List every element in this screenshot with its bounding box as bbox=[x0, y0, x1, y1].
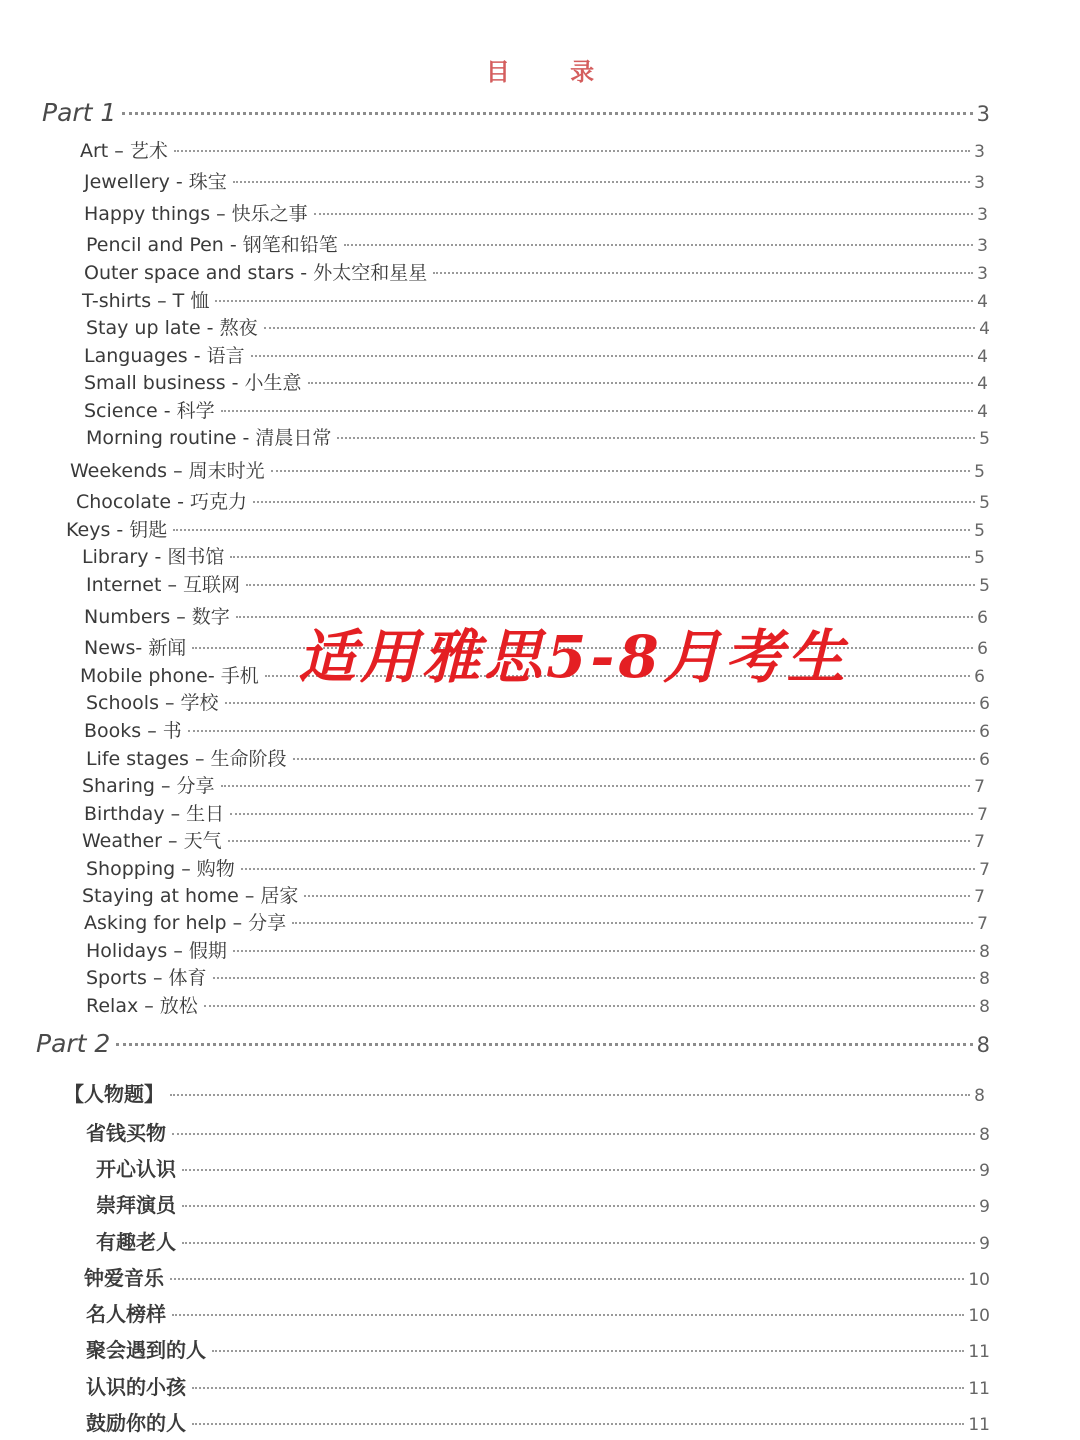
toc-entry-label: Staying at home – 居家 bbox=[82, 885, 299, 907]
toc-entry bbox=[82, 826, 985, 853]
toc-entry-label: Weekends – 周末时光 bbox=[70, 460, 265, 482]
toc-entry bbox=[84, 908, 988, 935]
dot-leader bbox=[192, 1423, 964, 1425]
dot-leader bbox=[122, 112, 972, 115]
toc-entry-page-number: 6 bbox=[979, 750, 990, 770]
toc-entry-label: Part 1 bbox=[42, 98, 117, 127]
toc-entry bbox=[76, 487, 990, 514]
toc-entry-page-number: 3 bbox=[974, 142, 985, 162]
toc-entry-page-number: 7 bbox=[974, 832, 985, 852]
toc-entry-label: Languages - 语言 bbox=[84, 345, 245, 367]
toc-entry-page-number: 3 bbox=[976, 102, 990, 126]
toc-entry bbox=[86, 1334, 990, 1363]
toc-entry bbox=[66, 515, 985, 542]
toc-entry-page-number: 6 bbox=[974, 667, 985, 687]
toc-entry-page-number: 7 bbox=[977, 805, 988, 825]
toc-entry-label: 聚会遇到的人 bbox=[86, 1338, 206, 1362]
toc-entry-label: Jewellery - 珠宝 bbox=[84, 171, 227, 193]
dot-leader bbox=[230, 813, 973, 815]
toc-entry bbox=[64, 1078, 985, 1107]
dot-leader bbox=[233, 950, 975, 952]
toc-entry-label: 省钱买物 bbox=[86, 1121, 166, 1145]
toc-entry-label: Art – 艺术 bbox=[80, 140, 168, 162]
toc-entry-page-number: 6 bbox=[979, 694, 990, 714]
toc-entry bbox=[86, 1117, 990, 1146]
toc-entry-page-number: 7 bbox=[974, 777, 985, 797]
dot-leader bbox=[173, 529, 970, 531]
toc-entry-page-number: 9 bbox=[979, 1161, 990, 1181]
toc-entry-page-number: 5 bbox=[979, 576, 990, 596]
toc-entry-page-number: 8 bbox=[979, 969, 990, 989]
toc-entry-label: 开心认识 bbox=[96, 1157, 176, 1181]
toc-entry bbox=[86, 313, 990, 340]
toc-entry bbox=[82, 771, 985, 798]
toc-entry-page-number: 11 bbox=[968, 1379, 990, 1399]
toc-entry-page-number: 5 bbox=[979, 429, 990, 449]
toc-entry-label: Chocolate - 巧克力 bbox=[76, 491, 248, 513]
toc-entry-page-number: 7 bbox=[979, 860, 990, 880]
toc-entry bbox=[86, 1371, 990, 1400]
toc-entry-label: Stay up late - 熬夜 bbox=[86, 317, 258, 339]
toc-entry bbox=[84, 368, 988, 395]
dot-leader bbox=[225, 702, 976, 704]
dot-leader bbox=[253, 501, 975, 503]
toc-part-heading bbox=[36, 1029, 990, 1058]
toc-entry-page-number: 4 bbox=[977, 347, 988, 367]
toc-entry-label: Asking for help – 分享 bbox=[84, 912, 287, 934]
toc-entry-label: Schools – 学校 bbox=[86, 692, 219, 714]
toc-entry-page-number: 3 bbox=[977, 205, 988, 225]
toc-entry-label: 崇拜演员 bbox=[96, 1193, 176, 1217]
dot-leader bbox=[246, 584, 975, 586]
toc-entry-label: 名人榜样 bbox=[86, 1302, 166, 1326]
dot-leader bbox=[308, 382, 974, 384]
toc-entry bbox=[96, 1153, 990, 1182]
dot-leader bbox=[344, 244, 973, 246]
toc-entry-label: Books – 书 bbox=[84, 720, 182, 742]
toc-entry-label: News- 新闻 bbox=[84, 637, 187, 659]
toc-entry bbox=[84, 1262, 990, 1291]
dot-leader bbox=[182, 1169, 975, 1171]
toc-entry-page-number: 11 bbox=[968, 1342, 990, 1362]
dot-leader bbox=[188, 730, 975, 732]
toc-entry-label: Sports – 体育 bbox=[86, 967, 207, 989]
toc-entry bbox=[96, 1226, 990, 1255]
toc-entry-label: Morning routine - 清晨日常 bbox=[86, 427, 332, 449]
toc-entry bbox=[84, 167, 985, 194]
toc-entry-page-number: 4 bbox=[977, 374, 988, 394]
dot-leader bbox=[172, 1314, 964, 1316]
toc-entry bbox=[86, 963, 990, 990]
toc-title: 目 录 bbox=[485, 58, 621, 86]
toc-entry-label: 钟爱音乐 bbox=[84, 1266, 164, 1290]
watermark-text: 适用雅思5-8月考生 bbox=[298, 623, 849, 691]
toc-entry-label: Weather – 天气 bbox=[82, 830, 222, 852]
toc-entry-label: Pencil and Pen - 钢笔和铅笔 bbox=[86, 234, 338, 256]
dot-leader bbox=[174, 150, 970, 152]
toc-entry-page-number: 5 bbox=[974, 548, 985, 568]
toc-entry-page-number: 10 bbox=[968, 1306, 990, 1326]
toc-entry-page-number: 4 bbox=[977, 292, 988, 312]
dot-leader bbox=[182, 1242, 975, 1244]
dot-leader bbox=[192, 1387, 964, 1389]
toc-entry bbox=[84, 341, 988, 368]
toc-entry-page-number: 6 bbox=[977, 639, 988, 659]
toc-entry-page-number: 3 bbox=[977, 236, 988, 256]
toc-entry bbox=[84, 258, 988, 285]
toc-entry-label: Holidays – 假期 bbox=[86, 940, 227, 962]
toc-entry-label: Happy things – 快乐之事 bbox=[84, 203, 308, 225]
dot-leader bbox=[433, 272, 973, 274]
toc-entry bbox=[82, 542, 985, 569]
dot-leader bbox=[230, 556, 970, 558]
toc-entry-page-number: 8 bbox=[974, 1086, 985, 1106]
toc-entry-page-number: 9 bbox=[979, 1234, 990, 1254]
dot-leader bbox=[204, 1005, 975, 1007]
toc-entry bbox=[84, 199, 988, 226]
dot-leader bbox=[304, 895, 970, 897]
dot-leader bbox=[215, 300, 973, 302]
toc-entry-label: Life stages – 生命阶段 bbox=[86, 748, 287, 770]
toc-entry-page-number: 5 bbox=[974, 462, 985, 482]
dot-leader bbox=[264, 327, 976, 329]
dot-leader bbox=[221, 410, 974, 412]
toc-entry-page-number: 6 bbox=[977, 608, 988, 628]
toc-entry-page-number: 5 bbox=[979, 493, 990, 513]
toc-entry-label: T-shirts – T 恤 bbox=[82, 290, 210, 312]
dot-leader bbox=[116, 1043, 972, 1046]
toc-entry-label: Shopping – 购物 bbox=[86, 858, 235, 880]
dot-leader bbox=[251, 355, 974, 357]
dot-leader bbox=[170, 1278, 964, 1280]
toc-part-heading bbox=[42, 98, 990, 127]
toc-entry-label: Small business - 小生意 bbox=[84, 372, 302, 394]
toc-entry bbox=[86, 744, 990, 771]
toc-entry-label: Numbers – 数字 bbox=[84, 606, 230, 628]
toc-entry bbox=[86, 936, 990, 963]
dot-leader bbox=[182, 1205, 975, 1207]
dot-leader bbox=[271, 470, 971, 472]
toc-entry-label: 鼓励你的人 bbox=[86, 1411, 186, 1435]
toc-entry-page-number: 3 bbox=[974, 173, 985, 193]
toc-entry-label: Part 2 bbox=[36, 1029, 111, 1058]
toc-entry-page-number: 7 bbox=[974, 887, 985, 907]
toc-entry-label: 有趣老人 bbox=[96, 1230, 176, 1254]
toc-entry-page-number: 10 bbox=[968, 1270, 990, 1290]
dot-leader bbox=[314, 213, 973, 215]
dot-leader bbox=[337, 437, 975, 439]
toc-entry bbox=[80, 136, 985, 163]
toc-entry-label: Science - 科学 bbox=[84, 400, 215, 422]
toc-entry bbox=[82, 286, 988, 313]
toc-entry bbox=[86, 1298, 990, 1327]
toc-entry-page-number: 8 bbox=[979, 942, 990, 962]
dot-leader bbox=[228, 840, 971, 842]
dot-leader bbox=[292, 922, 973, 924]
toc-entry bbox=[70, 456, 985, 483]
dot-leader bbox=[212, 1350, 964, 1352]
toc-entry bbox=[86, 991, 990, 1018]
toc-entry-label: 认识的小孩 bbox=[86, 1375, 186, 1399]
toc-entry bbox=[84, 396, 988, 423]
toc-entry-label: Keys - 钥匙 bbox=[66, 519, 168, 541]
dot-leader bbox=[170, 1094, 970, 1096]
toc-entry-label: Birthday – 生日 bbox=[84, 803, 225, 825]
toc-entry-label: 【人物题】 bbox=[64, 1082, 164, 1106]
dot-leader bbox=[213, 977, 976, 979]
toc-entry-page-number: 8 bbox=[979, 1125, 990, 1145]
toc-entry bbox=[96, 1189, 990, 1218]
toc-entry bbox=[82, 881, 985, 908]
dot-leader bbox=[241, 868, 975, 870]
toc-entry bbox=[86, 1407, 990, 1436]
toc-entry-page-number: 11 bbox=[968, 1415, 990, 1435]
dot-leader bbox=[233, 181, 970, 183]
dot-leader bbox=[221, 785, 971, 787]
toc-entry-page-number: 7 bbox=[977, 914, 988, 934]
toc-entry-page-number: 8 bbox=[976, 1033, 990, 1057]
toc-entry-page-number: 3 bbox=[977, 264, 988, 284]
toc-entry-page-number: 4 bbox=[979, 319, 990, 339]
toc-entry bbox=[86, 230, 988, 257]
toc-entry bbox=[84, 799, 988, 826]
toc-entry-page-number: 5 bbox=[974, 521, 985, 541]
toc-entry bbox=[86, 423, 990, 450]
toc-entry bbox=[86, 854, 990, 881]
toc-entry-label: Mobile phone- 手机 bbox=[80, 665, 259, 687]
toc-entry-label: Outer space and stars - 外太空和星星 bbox=[84, 262, 428, 284]
toc-entry bbox=[86, 570, 990, 597]
toc-entry-page-number: 6 bbox=[979, 722, 990, 742]
toc-entry-page-number: 4 bbox=[977, 402, 988, 422]
toc-entry-label: Library - 图书馆 bbox=[82, 546, 225, 568]
toc-entry-label: Relax – 放松 bbox=[86, 995, 198, 1017]
toc-entry-page-number: 8 bbox=[979, 997, 990, 1017]
toc-entry-label: Internet – 互联网 bbox=[86, 574, 241, 596]
toc-entry bbox=[84, 716, 990, 743]
dot-leader bbox=[293, 758, 976, 760]
toc-entry-page-number: 9 bbox=[979, 1197, 990, 1217]
toc-entry-label: Sharing – 分享 bbox=[82, 775, 215, 797]
dot-leader bbox=[172, 1133, 975, 1135]
